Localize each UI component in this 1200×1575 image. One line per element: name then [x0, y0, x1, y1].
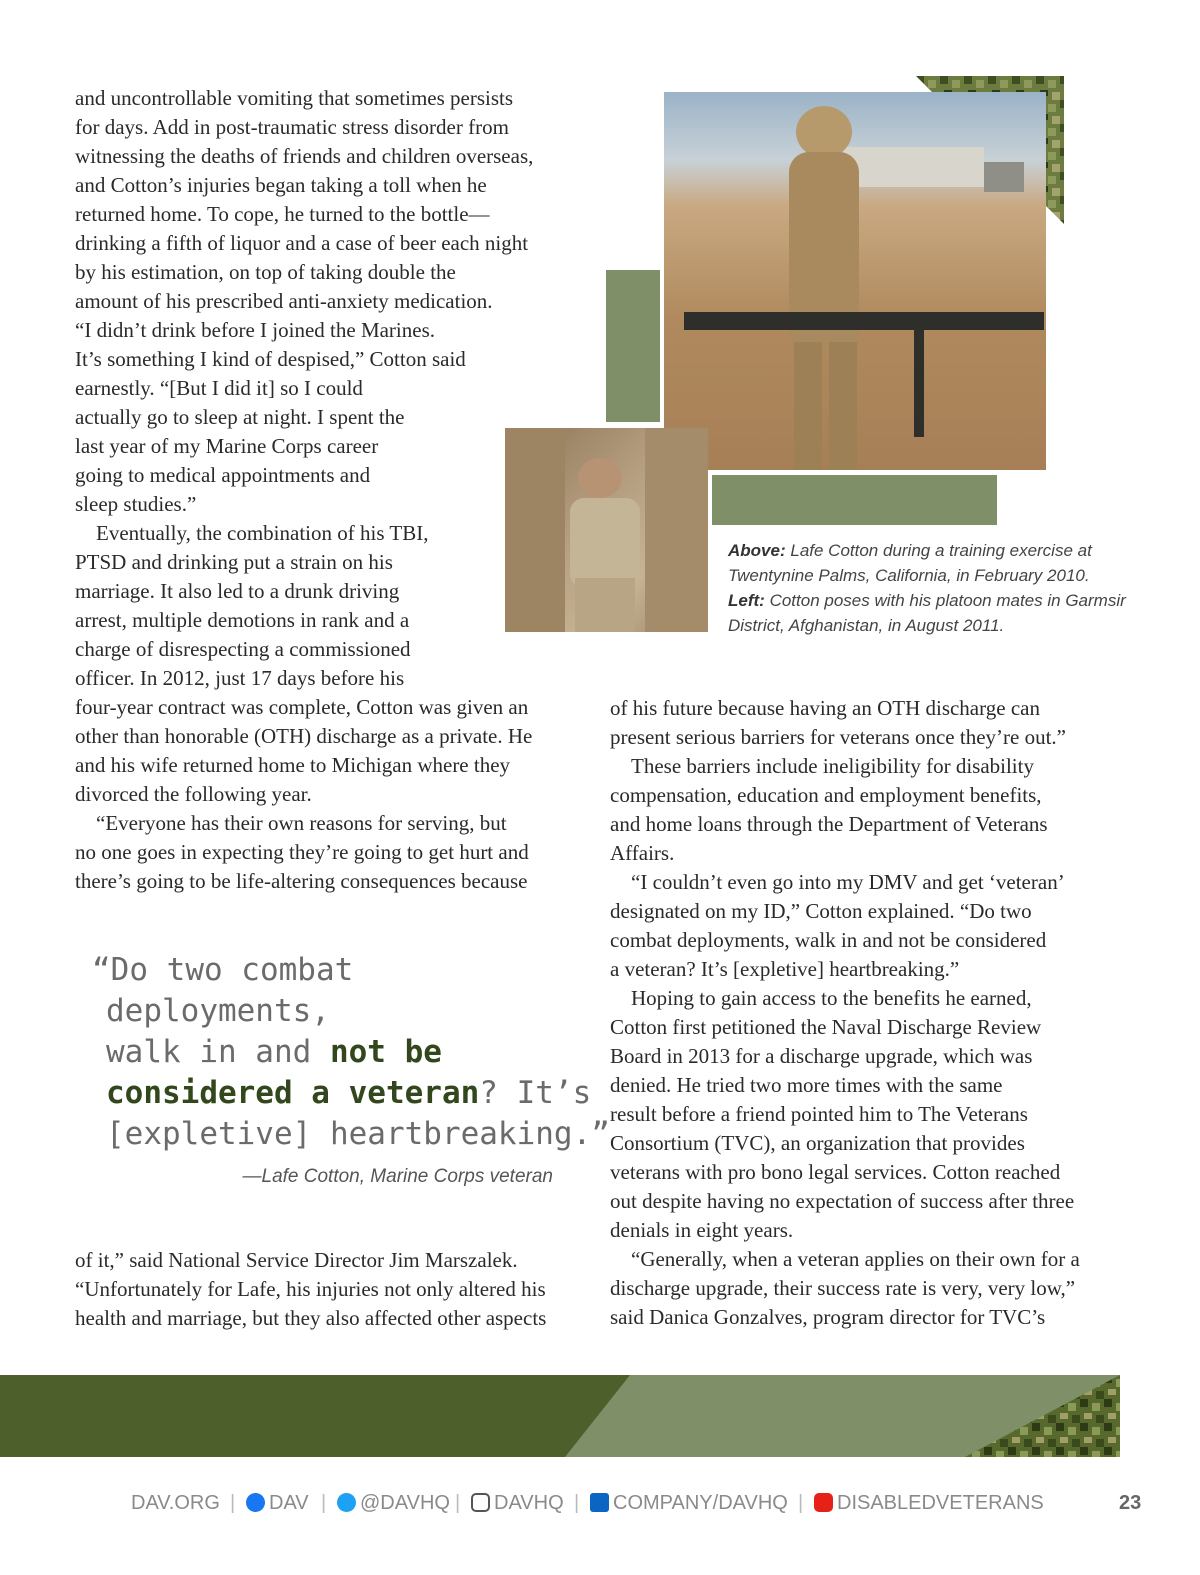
caption-above: [728, 538, 1148, 588]
article-line: amount of his prescribed anti-anxiety medication.: [75, 289, 493, 313]
article-line: and his wife returned home to Michigan where they: [75, 753, 511, 777]
article-line: “I couldn’t even go into my DMV and get ‘veteran’: [631, 870, 1065, 894]
article-line: of his future because having an OTH discharge can: [610, 696, 1040, 720]
article-line: health and marriage, but they also affected other aspects: [75, 1306, 547, 1330]
article-line: Consortium (TVC), an organization that provides: [610, 1131, 1025, 1155]
article-line: actually go to sleep at night. I spent the: [75, 405, 405, 429]
article-column-1-bottom: [75, 1246, 595, 1333]
article-line: “Everyone has their own reasons for serving, but: [96, 811, 507, 835]
article-line: denied. He tried two more times with the same: [610, 1073, 1003, 1097]
page-number: 23: [1119, 1492, 1142, 1514]
pull-quote-line-4: ? It’s: [479, 1075, 592, 1111]
article-line: there’s going to be life-altering consequences because: [75, 869, 528, 893]
pull-quote-line-1: “Do two combat: [92, 952, 354, 988]
article-line: It’s something I kind of despised,” Cotton said: [75, 347, 466, 371]
article-line: marriage. It also led to a drunk driving: [75, 579, 400, 603]
article-line: PTSD and drinking put a strain on his: [75, 550, 393, 574]
article-line: four-year contract was complete, Cotton was given an: [75, 695, 529, 719]
footer-twitter-link[interactable]: [337, 1492, 450, 1515]
footer: [0, 1480, 1200, 1530]
footer-separator: |: [798, 1492, 804, 1514]
youtube-icon: [814, 1493, 833, 1512]
footer-facebook-link[interactable]: [246, 1492, 309, 1515]
article-line: by his estimation, on top of taking double the: [75, 260, 456, 284]
article-line: arrest, multiple demotions in rank and a: [75, 608, 410, 632]
article-column-2: [610, 694, 1140, 1332]
pull-quote-line-3: walk in and: [106, 1034, 330, 1070]
article-line: sleep studies.”: [75, 492, 197, 516]
article-line: of it,” said National Service Director Jim Marszalek.: [75, 1248, 518, 1272]
article-line: Affairs.: [610, 841, 675, 865]
article-line: and uncontrollable vomiting that sometimes persists: [75, 86, 514, 110]
caption-left: [728, 588, 1148, 638]
article-line: discharge upgrade, their success rate is very, very low,”: [610, 1276, 1076, 1300]
article-line: out despite having no expectation of success after three: [610, 1189, 1075, 1213]
article-line: earnestly. “[But I did it] so I could: [75, 376, 363, 400]
footer-separator: |: [321, 1492, 327, 1514]
article-line: and Cotton’s injuries began taking a toll when he: [75, 173, 487, 197]
article-line: drinking a fifth of liquor and a case of beer each night: [75, 231, 529, 255]
article-line: compensation, education and employment benefits,: [610, 783, 1042, 807]
footer-linkedin-label: COMPANY/DAVHQ: [613, 1492, 788, 1514]
pull-quote-line-5: [expletive] heartbreaking.”: [106, 1116, 610, 1152]
article-line: other than honorable (OTH) discharge as a private. He: [75, 724, 533, 748]
article-line: result before a friend pointed him to The Veterans: [610, 1102, 1028, 1126]
article-line: and home loans through the Department of Veterans: [610, 812, 1048, 836]
article-line: present serious barriers for veterans once they’re out.”: [610, 725, 1066, 749]
article-line: combat deployments, walk in and not be considered: [610, 928, 1047, 952]
article-line: veterans with pro bono legal services. Cotton reached: [610, 1160, 1061, 1184]
footer-instagram-label: DAVHQ: [494, 1492, 564, 1514]
article-line: denials in eight years.: [610, 1218, 794, 1242]
article-line: said Danica Gonzalves, program director for TVC’s: [610, 1305, 1046, 1329]
article-line: for days. Add in post-traumatic stress disorder from: [75, 115, 509, 139]
footer-youtube-link[interactable]: [814, 1492, 1044, 1515]
article-line: last year of my Marine Corps career: [75, 434, 379, 458]
footer-site-link[interactable]: DAV.ORG: [131, 1492, 220, 1514]
pull-quote-emphasis-2: considered a veteran: [106, 1075, 480, 1111]
photo-training-exercise: [664, 92, 1046, 470]
article-line: divorced the following year.: [75, 782, 312, 806]
pull-quote-line-2: deployments,: [106, 993, 330, 1029]
article-column-1: [75, 84, 575, 896]
article-line: Eventually, the combination of his TBI,: [96, 521, 429, 545]
article-line: “Unfortunately for Lafe, his injuries not only altered his: [75, 1277, 546, 1301]
article-line: going to medical appointments and: [75, 463, 371, 487]
footer-band: [0, 1375, 1200, 1457]
footer-linkedin-link[interactable]: [590, 1492, 788, 1515]
caption-left-label: Left:: [728, 591, 765, 610]
article-line: officer. In 2012, just 17 days before his: [75, 666, 405, 690]
article-line: designated on my ID,” Cotton explained. “Do two: [610, 899, 1032, 923]
footer-youtube-label: DISABLEDVETERANS: [837, 1492, 1044, 1514]
footer-separator: |: [230, 1492, 236, 1514]
caption-left-text: Cotton poses with his platoon mates in Garmsir District, Afghanistan, in August 2011.: [728, 591, 1126, 635]
article-line: charge of disrespecting a commissioned: [75, 637, 411, 661]
linkedin-icon: [590, 1493, 609, 1512]
footer-twitter-label: @DAVHQ: [360, 1492, 450, 1514]
article-line: witnessing the deaths of friends and children overseas,: [75, 144, 534, 168]
twitter-icon: [337, 1493, 356, 1512]
photo-caption: [728, 538, 1148, 638]
accent-block-left: [606, 270, 660, 422]
article-line: Hoping to gain access to the benefits he earned,: [631, 986, 1032, 1010]
article-line: Board in 2013 for a discharge upgrade, which was: [610, 1044, 1033, 1068]
article-line: “Generally, when a veteran applies on their own for a: [631, 1247, 1080, 1271]
facebook-icon: [246, 1493, 265, 1512]
instagram-icon: [471, 1493, 490, 1512]
pull-quote-attribution: —Lafe Cotton, Marine Corps veteran: [242, 1166, 553, 1187]
accent-block-bottom: [712, 475, 997, 525]
footer-separator: |: [574, 1492, 580, 1514]
caption-above-text: Lafe Cotton during a training exercise at Twentynine Palms, California, in February 2010.: [728, 541, 1092, 585]
caption-above-label: Above:: [728, 541, 786, 560]
footer-facebook-label: DAV: [269, 1492, 309, 1514]
article-line: These barriers include ineligibility for disability: [631, 754, 1034, 778]
pull-quote: [92, 950, 610, 1155]
footer-separator: |: [455, 1492, 461, 1514]
article-line: a veteran? It’s [expletive] heartbreaking.”: [610, 957, 960, 981]
footer-instagram-link[interactable]: [471, 1492, 564, 1515]
article-line: “I didn’t drink before I joined the Marines.: [75, 318, 436, 342]
article-line: Cotton first petitioned the Naval Discharge Review: [610, 1015, 1042, 1039]
article-line: no one goes in expecting they’re going to get hurt and: [75, 840, 529, 864]
article-line: returned home. To cope, he turned to the bottle—: [75, 202, 490, 226]
pull-quote-emphasis-1: not be: [329, 1034, 442, 1070]
